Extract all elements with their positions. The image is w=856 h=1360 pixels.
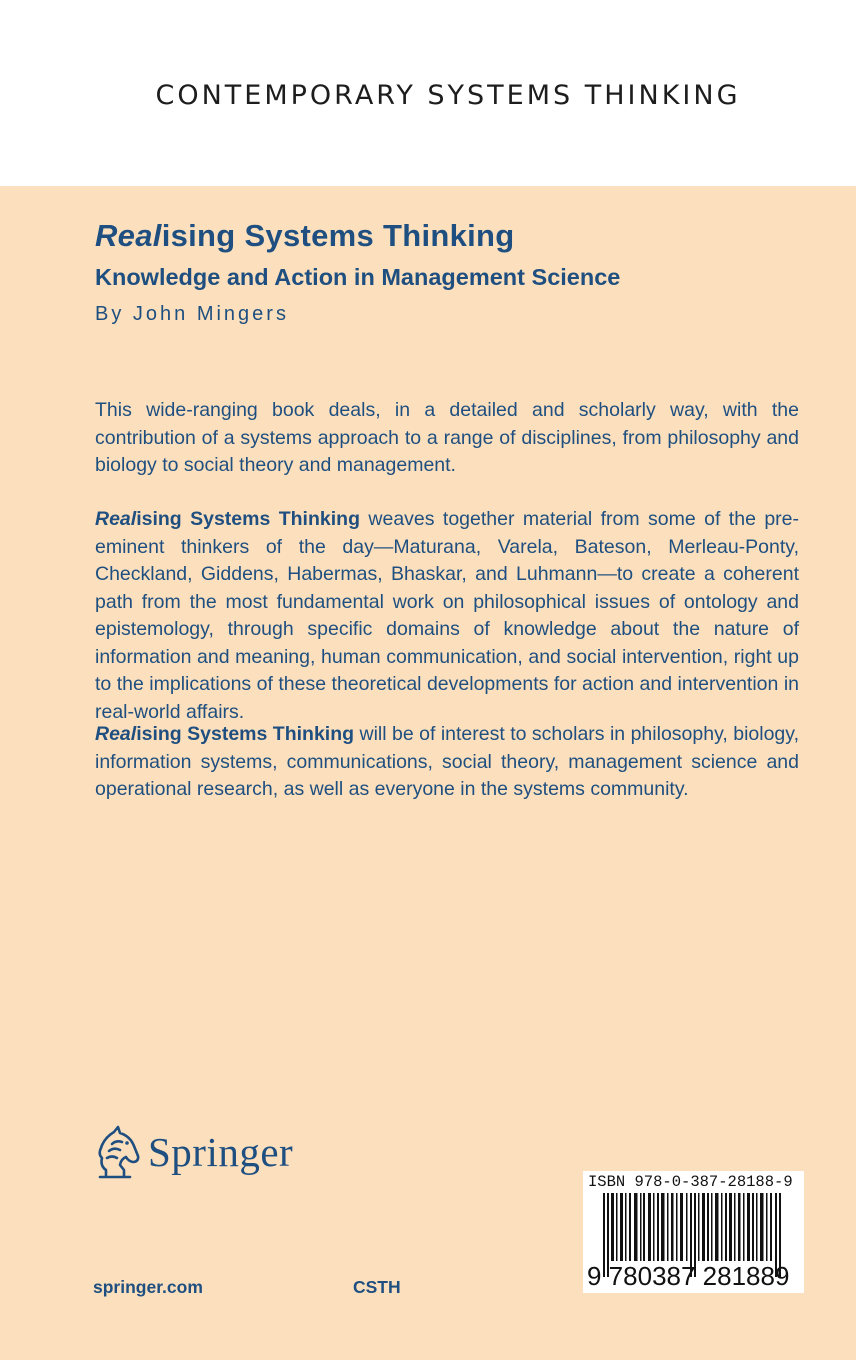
blurb-paragraph-2-text: weaves together material from some of the pre-eminent thinkers of the day—Maturana, Varela, Bateson, Merleau-Ponty, Checkland, Giddens, Habermas, Bhaskar, and Luhmann—to create a coherent path from the most fundamental work on philosophical issues of ontology and epistemology, through specific domains of knowledge about the nature of information and meaning, human communication, and social intervention, right up to the implications of these theoretical developments for action and intervention in real-world affairs. bbox=[95, 508, 799, 723]
isbn-barcode bbox=[583, 1171, 804, 1293]
blurb-paragraph-2 bbox=[95, 506, 799, 726]
barcode-digits: 9 780387 281889 bbox=[587, 1261, 790, 1291]
book-author: By John Mingers bbox=[95, 303, 289, 325]
knight-chess-piece-icon bbox=[92, 1124, 142, 1180]
publisher-name: Springer bbox=[148, 1129, 294, 1175]
blurb-paragraph-1: This wide-ranging book deals, in a detailed and scholarly way, with the contribution of a systems approach to a range of disciplines, from philosophy and biology to social theory and management. bbox=[95, 399, 799, 476]
blurb-title-rest: ising Systems Thinking bbox=[136, 508, 360, 530]
blurb-title-emphasis: Real bbox=[95, 508, 137, 530]
publisher-logo bbox=[92, 1124, 293, 1180]
series-title: CONTEMPORARY SYSTEMS THINKING bbox=[155, 80, 741, 111]
blurb-title-reference bbox=[95, 508, 360, 530]
series-code: CSTH bbox=[353, 1277, 401, 1297]
blurb-paragraph-3-text: will be of interest to scholars in philosophy, biology, information systems, communications, social theory, management science and operational research, as well as everyone in the systems community. bbox=[95, 723, 799, 800]
blurb-title-reference bbox=[95, 723, 354, 745]
book-title-rest: ising Systems Thinking bbox=[161, 218, 515, 253]
book-title bbox=[95, 218, 515, 254]
book-subtitle: Knowledge and Action in Management Science bbox=[95, 264, 621, 290]
blurb-paragraph-3 bbox=[95, 721, 799, 804]
blurb-title-rest: ising Systems Thinking bbox=[136, 723, 355, 745]
isbn-label: ISBN 978-0-387-28188-9 bbox=[588, 1173, 793, 1191]
publisher-url: springer.com bbox=[93, 1277, 203, 1297]
book-title-emphasis: Real bbox=[95, 218, 162, 253]
blurb-title-emphasis: Real bbox=[95, 723, 137, 745]
